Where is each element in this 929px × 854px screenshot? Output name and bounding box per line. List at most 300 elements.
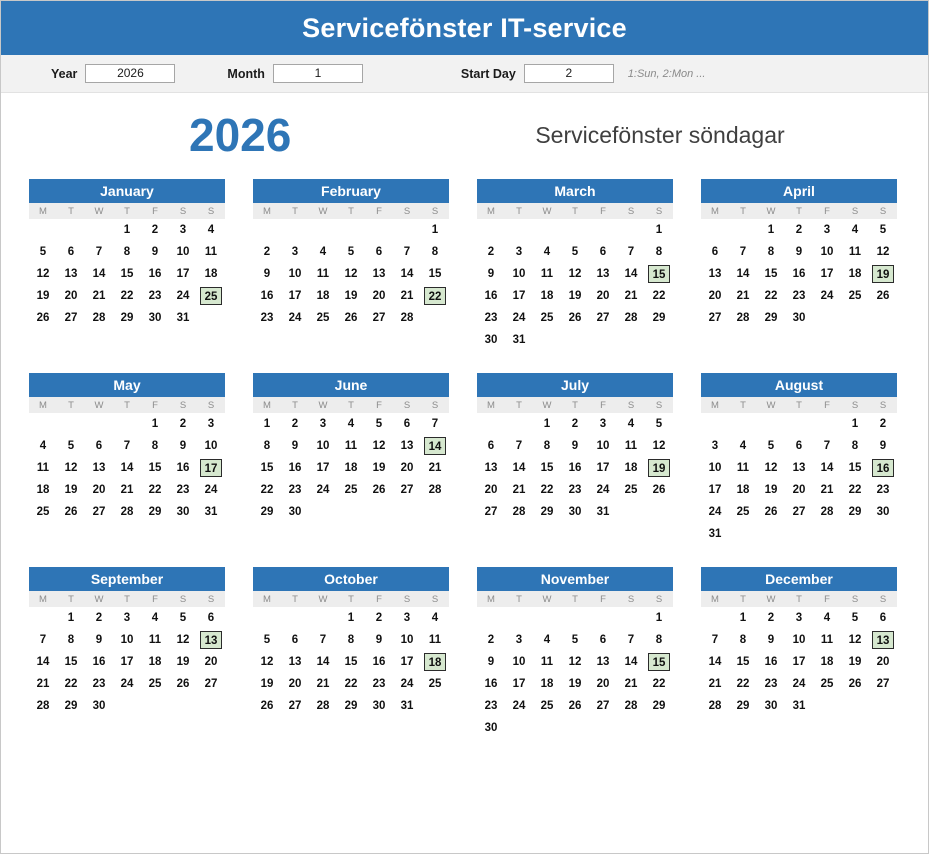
day-cell[interactable]: 30 [484, 334, 498, 346]
day-cell[interactable]: 26 [568, 700, 582, 712]
day-cell[interactable]: 16 [148, 268, 162, 280]
day-cell[interactable]: 14 [708, 656, 722, 668]
day-cell[interactable]: 14 [736, 268, 750, 280]
day-cell[interactable]: 27 [792, 506, 806, 518]
day-cell[interactable]: 19 [764, 484, 778, 496]
day-cell[interactable]: 29 [764, 312, 778, 324]
day-cell[interactable]: 25 [540, 700, 554, 712]
day-cell[interactable]: 16 [484, 678, 498, 690]
day-cell[interactable]: 9 [767, 634, 775, 646]
day-cell[interactable]: 21 [708, 678, 722, 690]
day-cell[interactable]: 11 [36, 462, 50, 474]
day-cell[interactable]: 4 [347, 418, 355, 430]
day-cell[interactable]: 10 [820, 246, 834, 258]
day-cell[interactable]: 18 [540, 678, 554, 690]
day-cell[interactable]: 23 [148, 290, 162, 302]
day-cell[interactable]: 2 [487, 634, 495, 646]
day-cell[interactable]: 1 [67, 612, 75, 624]
day-cell[interactable]: 16 [176, 462, 190, 474]
day-cell[interactable]: 22 [764, 290, 778, 302]
day-cell[interactable]: 29 [120, 312, 134, 324]
day-cell[interactable]: 9 [179, 440, 187, 452]
day-cell[interactable]: 11 [848, 246, 862, 258]
day-cell[interactable]: 25 [736, 506, 750, 518]
day-cell[interactable]: 26 [176, 678, 190, 690]
day-cell[interactable]: 20 [288, 678, 302, 690]
service-window-day[interactable] [869, 263, 897, 285]
day-cell[interactable]: 3 [711, 440, 719, 452]
day-cell[interactable]: 22 [148, 484, 162, 496]
day-cell[interactable]: 9 [487, 268, 495, 280]
day-cell[interactable]: 14 [512, 462, 526, 474]
day-cell[interactable]: 13 [596, 656, 610, 668]
day-cell[interactable]: 11 [736, 462, 750, 474]
day-cell[interactable]: 5 [39, 246, 47, 258]
day-cell[interactable]: 3 [795, 612, 803, 624]
day-cell[interactable]: 8 [123, 246, 131, 258]
day-cell[interactable]: 3 [207, 418, 215, 430]
day-cell[interactable]: 3 [403, 612, 411, 624]
day-cell[interactable]: 17 [512, 678, 526, 690]
day-cell[interactable]: 26 [64, 506, 78, 518]
day-cell[interactable]: 19 [64, 484, 78, 496]
day-cell[interactable]: 30 [92, 700, 106, 712]
day-cell[interactable]: 13 [792, 462, 806, 474]
day-cell[interactable]: 28 [120, 506, 134, 518]
day-cell[interactable]: 31 [708, 528, 722, 540]
day-cell[interactable]: 4 [823, 612, 831, 624]
day-cell[interactable]: 6 [375, 246, 383, 258]
day-cell[interactable]: 8 [655, 246, 663, 258]
day-cell[interactable]: 1 [655, 224, 663, 236]
day-cell[interactable]: 16 [568, 462, 582, 474]
day-cell[interactable]: 12 [36, 268, 50, 280]
day-cell[interactable]: 11 [820, 634, 834, 646]
day-cell[interactable]: 29 [260, 506, 274, 518]
day-cell[interactable]: 7 [431, 418, 439, 430]
day-cell[interactable]: 20 [484, 484, 498, 496]
day-cell[interactable]: 15 [120, 268, 134, 280]
day-cell[interactable]: 21 [36, 678, 50, 690]
day-cell[interactable]: 3 [179, 224, 187, 236]
day-cell[interactable]: 15 [540, 462, 554, 474]
service-window-day[interactable] [645, 651, 673, 673]
day-cell[interactable]: 24 [204, 484, 218, 496]
day-cell[interactable]: 24 [400, 678, 414, 690]
day-cell[interactable]: 7 [403, 246, 411, 258]
day-cell[interactable]: 21 [428, 462, 442, 474]
day-cell[interactable]: 29 [540, 506, 554, 518]
day-cell[interactable]: 5 [851, 612, 859, 624]
day-cell[interactable]: 13 [400, 440, 414, 452]
day-cell[interactable]: 23 [876, 484, 890, 496]
day-cell[interactable]: 16 [484, 290, 498, 302]
day-cell[interactable]: 13 [288, 656, 302, 668]
day-cell[interactable]: 17 [820, 268, 834, 280]
day-cell[interactable]: 30 [148, 312, 162, 324]
day-cell[interactable]: 7 [739, 246, 747, 258]
day-cell[interactable]: 23 [484, 312, 498, 324]
day-cell[interactable]: 5 [347, 246, 355, 258]
day-cell[interactable]: 18 [204, 268, 218, 280]
day-cell[interactable]: 27 [92, 506, 106, 518]
day-cell[interactable]: 26 [372, 484, 386, 496]
day-cell[interactable]: 24 [288, 312, 302, 324]
day-cell[interactable]: 7 [823, 440, 831, 452]
day-cell[interactable]: 22 [260, 484, 274, 496]
day-cell[interactable]: 1 [263, 418, 271, 430]
day-cell[interactable]: 25 [820, 678, 834, 690]
day-cell[interactable]: 21 [736, 290, 750, 302]
day-cell[interactable]: 14 [92, 268, 106, 280]
day-cell[interactable]: 31 [596, 506, 610, 518]
day-cell[interactable]: 1 [347, 612, 355, 624]
day-cell[interactable]: 15 [764, 268, 778, 280]
service-window-day[interactable] [197, 457, 225, 479]
day-cell[interactable]: 5 [571, 634, 579, 646]
day-cell[interactable]: 1 [543, 418, 551, 430]
day-cell[interactable]: 29 [848, 506, 862, 518]
day-cell[interactable]: 12 [176, 634, 190, 646]
day-cell[interactable]: 25 [540, 312, 554, 324]
day-cell[interactable]: 31 [512, 334, 526, 346]
day-cell[interactable]: 29 [652, 700, 666, 712]
day-cell[interactable]: 17 [596, 462, 610, 474]
day-cell[interactable]: 23 [176, 484, 190, 496]
day-cell[interactable]: 6 [291, 634, 299, 646]
day-cell[interactable]: 12 [848, 634, 862, 646]
day-cell[interactable]: 21 [316, 678, 330, 690]
day-cell[interactable]: 13 [596, 268, 610, 280]
day-cell[interactable]: 29 [148, 506, 162, 518]
day-cell[interactable]: 8 [739, 634, 747, 646]
year-input[interactable] [85, 64, 175, 83]
day-cell[interactable]: 30 [764, 700, 778, 712]
day-cell[interactable]: 15 [736, 656, 750, 668]
day-cell[interactable]: 6 [67, 246, 75, 258]
day-cell[interactable]: 28 [624, 312, 638, 324]
day-cell[interactable]: 10 [316, 440, 330, 452]
day-cell[interactable]: 12 [876, 246, 890, 258]
day-cell[interactable]: 2 [375, 612, 383, 624]
day-cell[interactable]: 14 [316, 656, 330, 668]
day-cell[interactable]: 25 [316, 312, 330, 324]
day-cell[interactable]: 31 [792, 700, 806, 712]
day-cell[interactable]: 5 [655, 418, 663, 430]
day-cell[interactable]: 5 [767, 440, 775, 452]
day-cell[interactable]: 7 [711, 634, 719, 646]
day-cell[interactable]: 20 [204, 656, 218, 668]
day-cell[interactable]: 26 [652, 484, 666, 496]
day-cell[interactable]: 12 [764, 462, 778, 474]
day-cell[interactable]: 13 [708, 268, 722, 280]
day-cell[interactable]: 24 [708, 506, 722, 518]
day-cell[interactable]: 20 [92, 484, 106, 496]
day-cell[interactable]: 2 [291, 418, 299, 430]
day-cell[interactable]: 1 [851, 418, 859, 430]
day-cell[interactable]: 19 [344, 290, 358, 302]
day-cell[interactable]: 9 [795, 246, 803, 258]
day-cell[interactable]: 31 [204, 506, 218, 518]
day-cell[interactable]: 23 [764, 678, 778, 690]
day-cell[interactable]: 23 [484, 700, 498, 712]
day-cell[interactable]: 21 [400, 290, 414, 302]
day-cell[interactable]: 1 [767, 224, 775, 236]
day-cell[interactable]: 6 [403, 418, 411, 430]
day-cell[interactable]: 23 [288, 484, 302, 496]
day-cell[interactable]: 8 [151, 440, 159, 452]
day-cell[interactable]: 28 [708, 700, 722, 712]
day-cell[interactable]: 9 [375, 634, 383, 646]
day-cell[interactable]: 10 [512, 268, 526, 280]
day-cell[interactable]: 25 [36, 506, 50, 518]
day-cell[interactable]: 3 [291, 246, 299, 258]
service-window-day[interactable] [197, 629, 225, 651]
day-cell[interactable]: 2 [179, 418, 187, 430]
day-cell[interactable]: 26 [764, 506, 778, 518]
day-cell[interactable]: 16 [92, 656, 106, 668]
day-cell[interactable]: 28 [92, 312, 106, 324]
day-cell[interactable]: 12 [652, 440, 666, 452]
day-cell[interactable]: 24 [120, 678, 134, 690]
day-cell[interactable]: 5 [179, 612, 187, 624]
day-cell[interactable]: 23 [568, 484, 582, 496]
day-cell[interactable]: 27 [288, 700, 302, 712]
day-cell[interactable]: 19 [568, 678, 582, 690]
day-cell[interactable]: 12 [64, 462, 78, 474]
day-cell[interactable]: 2 [571, 418, 579, 430]
day-cell[interactable]: 3 [123, 612, 131, 624]
day-cell[interactable]: 6 [207, 612, 215, 624]
day-cell[interactable]: 5 [571, 246, 579, 258]
day-cell[interactable]: 22 [848, 484, 862, 496]
day-cell[interactable]: 12 [344, 268, 358, 280]
day-cell[interactable]: 2 [879, 418, 887, 430]
day-cell[interactable]: 12 [568, 656, 582, 668]
day-cell[interactable]: 7 [627, 246, 635, 258]
day-cell[interactable]: 9 [487, 656, 495, 668]
day-cell[interactable]: 23 [260, 312, 274, 324]
day-cell[interactable]: 23 [372, 678, 386, 690]
day-cell[interactable]: 3 [599, 418, 607, 430]
day-cell[interactable]: 24 [176, 290, 190, 302]
day-cell[interactable]: 7 [515, 440, 523, 452]
day-cell[interactable]: 4 [739, 440, 747, 452]
day-cell[interactable]: 21 [624, 678, 638, 690]
service-window-day[interactable] [869, 629, 897, 651]
day-cell[interactable]: 6 [487, 440, 495, 452]
day-cell[interactable]: 9 [151, 246, 159, 258]
day-cell[interactable]: 2 [263, 246, 271, 258]
day-cell[interactable]: 12 [260, 656, 274, 668]
service-window-day[interactable] [421, 435, 449, 457]
day-cell[interactable]: 27 [204, 678, 218, 690]
day-cell[interactable]: 26 [344, 312, 358, 324]
day-cell[interactable]: 27 [596, 312, 610, 324]
day-cell[interactable]: 10 [596, 440, 610, 452]
day-cell[interactable]: 14 [820, 462, 834, 474]
day-cell[interactable]: 18 [148, 656, 162, 668]
day-cell[interactable]: 26 [876, 290, 890, 302]
day-cell[interactable]: 22 [652, 678, 666, 690]
day-cell[interactable]: 18 [344, 462, 358, 474]
day-cell[interactable]: 11 [540, 268, 554, 280]
day-cell[interactable]: 6 [711, 246, 719, 258]
day-cell[interactable]: 8 [655, 634, 663, 646]
day-cell[interactable]: 4 [39, 440, 47, 452]
day-cell[interactable]: 16 [288, 462, 302, 474]
day-cell[interactable]: 16 [372, 656, 386, 668]
day-cell[interactable]: 11 [204, 246, 218, 258]
day-cell[interactable]: 11 [624, 440, 638, 452]
day-cell[interactable]: 21 [624, 290, 638, 302]
day-cell[interactable]: 22 [120, 290, 134, 302]
day-cell[interactable]: 20 [596, 678, 610, 690]
month-input[interactable] [273, 64, 363, 83]
day-cell[interactable]: 13 [372, 268, 386, 280]
day-cell[interactable]: 25 [848, 290, 862, 302]
day-cell[interactable]: 17 [288, 290, 302, 302]
day-cell[interactable]: 21 [120, 484, 134, 496]
day-cell[interactable]: 15 [260, 462, 274, 474]
day-cell[interactable]: 8 [67, 634, 75, 646]
day-cell[interactable]: 28 [316, 700, 330, 712]
day-cell[interactable]: 20 [876, 656, 890, 668]
day-cell[interactable]: 28 [820, 506, 834, 518]
day-cell[interactable]: 6 [795, 440, 803, 452]
day-cell[interactable]: 1 [151, 418, 159, 430]
day-cell[interactable]: 17 [316, 462, 330, 474]
day-cell[interactable]: 8 [767, 246, 775, 258]
day-cell[interactable]: 26 [848, 678, 862, 690]
day-cell[interactable]: 16 [260, 290, 274, 302]
day-cell[interactable]: 6 [599, 634, 607, 646]
day-cell[interactable]: 18 [736, 484, 750, 496]
day-cell[interactable]: 29 [736, 700, 750, 712]
day-cell[interactable]: 20 [596, 290, 610, 302]
day-cell[interactable]: 9 [571, 440, 579, 452]
day-cell[interactable]: 8 [851, 440, 859, 452]
day-cell[interactable]: 1 [739, 612, 747, 624]
day-cell[interactable]: 6 [879, 612, 887, 624]
day-cell[interactable]: 10 [400, 634, 414, 646]
day-cell[interactable]: 18 [540, 290, 554, 302]
day-cell[interactable]: 27 [876, 678, 890, 690]
day-cell[interactable]: 15 [428, 268, 442, 280]
day-cell[interactable]: 25 [148, 678, 162, 690]
day-cell[interactable]: 18 [624, 462, 638, 474]
day-cell[interactable]: 6 [95, 440, 103, 452]
day-cell[interactable]: 24 [316, 484, 330, 496]
day-cell[interactable]: 22 [736, 678, 750, 690]
day-cell[interactable]: 7 [627, 634, 635, 646]
day-cell[interactable]: 22 [540, 484, 554, 496]
day-cell[interactable]: 23 [792, 290, 806, 302]
day-cell[interactable]: 5 [879, 224, 887, 236]
day-cell[interactable]: 14 [36, 656, 50, 668]
day-cell[interactable]: 19 [260, 678, 274, 690]
day-cell[interactable]: 10 [204, 440, 218, 452]
day-cell[interactable]: 14 [400, 268, 414, 280]
day-cell[interactable]: 19 [848, 656, 862, 668]
day-cell[interactable]: 30 [568, 506, 582, 518]
day-cell[interactable]: 17 [792, 656, 806, 668]
day-cell[interactable]: 17 [176, 268, 190, 280]
day-cell[interactable]: 8 [263, 440, 271, 452]
day-cell[interactable]: 15 [64, 656, 78, 668]
day-cell[interactable]: 17 [120, 656, 134, 668]
day-cell[interactable]: 18 [316, 290, 330, 302]
day-cell[interactable]: 4 [431, 612, 439, 624]
day-cell[interactable]: 24 [596, 484, 610, 496]
day-cell[interactable]: 24 [820, 290, 834, 302]
day-cell[interactable]: 27 [372, 312, 386, 324]
day-cell[interactable]: 8 [431, 246, 439, 258]
day-cell[interactable]: 20 [792, 484, 806, 496]
day-cell[interactable]: 1 [123, 224, 131, 236]
day-cell[interactable]: 26 [568, 312, 582, 324]
day-cell[interactable]: 16 [792, 268, 806, 280]
day-cell[interactable]: 4 [627, 418, 635, 430]
day-cell[interactable]: 31 [176, 312, 190, 324]
day-cell[interactable]: 26 [260, 700, 274, 712]
day-cell[interactable]: 2 [767, 612, 775, 624]
day-cell[interactable]: 11 [148, 634, 162, 646]
day-cell[interactable]: 15 [148, 462, 162, 474]
day-cell[interactable]: 2 [95, 612, 103, 624]
day-cell[interactable]: 2 [795, 224, 803, 236]
service-window-day[interactable] [421, 651, 449, 673]
day-cell[interactable]: 29 [344, 700, 358, 712]
day-cell[interactable]: 11 [316, 268, 330, 280]
day-cell[interactable]: 27 [400, 484, 414, 496]
service-window-day[interactable] [645, 263, 673, 285]
day-cell[interactable]: 11 [344, 440, 358, 452]
day-cell[interactable]: 17 [708, 484, 722, 496]
day-cell[interactable]: 29 [652, 312, 666, 324]
day-cell[interactable]: 14 [624, 656, 638, 668]
day-cell[interactable]: 7 [123, 440, 131, 452]
day-cell[interactable]: 10 [708, 462, 722, 474]
day-cell[interactable]: 10 [792, 634, 806, 646]
day-cell[interactable]: 21 [512, 484, 526, 496]
day-cell[interactable]: 30 [792, 312, 806, 324]
day-cell[interactable]: 17 [400, 656, 414, 668]
day-cell[interactable]: 5 [375, 418, 383, 430]
day-cell[interactable]: 25 [344, 484, 358, 496]
day-cell[interactable]: 22 [652, 290, 666, 302]
day-cell[interactable]: 5 [67, 440, 75, 452]
day-cell[interactable]: 21 [820, 484, 834, 496]
day-cell[interactable]: 1 [431, 224, 439, 236]
day-cell[interactable]: 11 [540, 656, 554, 668]
day-cell[interactable]: 7 [319, 634, 327, 646]
day-cell[interactable]: 4 [207, 224, 215, 236]
day-cell[interactable]: 13 [484, 462, 498, 474]
day-cell[interactable]: 22 [344, 678, 358, 690]
day-cell[interactable]: 27 [484, 506, 498, 518]
day-cell[interactable]: 6 [599, 246, 607, 258]
day-cell[interactable]: 30 [484, 722, 498, 734]
day-cell[interactable]: 3 [515, 634, 523, 646]
day-cell[interactable]: 5 [263, 634, 271, 646]
day-cell[interactable]: 30 [288, 506, 302, 518]
day-cell[interactable]: 11 [428, 634, 442, 646]
day-cell[interactable]: 14 [624, 268, 638, 280]
day-cell[interactable]: 20 [64, 290, 78, 302]
day-cell[interactable]: 24 [512, 312, 526, 324]
day-cell[interactable]: 27 [596, 700, 610, 712]
